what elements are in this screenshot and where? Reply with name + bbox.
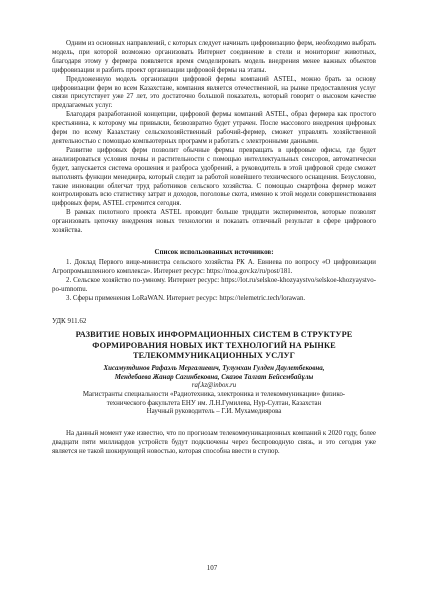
page-number: 107 — [206, 564, 218, 572]
reference-item: 3. Сферы применения LoRaWAN. Интернет ресурс: https://telemetric.tech/lorawan. — [66, 294, 306, 302]
author-line: Мендебаева Жанар Сагинбековна, Сказов Талгат Бейсембайұлы — [114, 373, 314, 382]
supervisor-line: Научный руководитель – Г.И. Мухамедиярова — [146, 408, 282, 416]
spacer — [52, 417, 376, 430]
references-heading: Список использованных источников: — [154, 247, 274, 256]
paragraph: Одним из основных направлений, с которых следует начинать цифровизацию ферм, необходимо выбрать модель, при которой возможно организовать Интернет соединение в стели и мониторинг животных, благодаря этому у фермера появляется время смоделировать модель внедрения менее важных объектов цифровизации и разбить проект организации цифровой фермы на этапы. — [52, 40, 376, 74]
intro-paragraph: На данный момент уже известно, что по прогнозам телекоммуникационных компаний к 2020 году, более двадцати пяти миллиардов устройств будут подключены через беспроводную связь, и это сегодня уже является не такой шокирующей новостью, которая способна ввести в ступор. — [52, 430, 376, 456]
reference-item: 2. Сельское хозяйство по-умному. Интернет ресурс: https://lot.ru/selskoe-khozyaystvo/selskoe-khozyaystvo-po-umnomu. — [52, 276, 376, 293]
author-line: Хисамутдинов Рафаэль Мергалиевич, Тулумхан Гулден Даулетбековна, — [103, 364, 325, 373]
paragraph: Предложенную модель организации цифровой фермы компаний ASTEL, можно брать за основу цифровизации ферм во всем Казахстане, компания является отечественной, на рынке предоставления услуг связи присутствует уже 27 лет, это достаточно большой показатель, который говорит о высоком качестве предлагаемых услуг. — [52, 75, 376, 110]
reference-item: 1. Доклад Первого вице-министра сельского хозяйства РК А. Евниева по вопросу «О цифровизации Агропромышленного комплекса». Интернет ресурс: https://moa.gov.kz/ru/post/181. — [52, 258, 376, 275]
body-text — [52, 40, 376, 236]
paragraph: Развитие цифровых ферм позволит обычные фермы превращать в цифровые офисы, где будет анализироваться условия почвы и растительности с помощью интеллектуальных сенсоров, автоматически будет, запускается система орошения и разброса удобрений, а руководитель в этой цифровой среде сможет выполнять функции менеджера, который следит за работой новейшего технического оснащения. Безусловно, такие инновации облегчат труд работников сельского хозяйства. С помощью смартфона фермер может контролировать всю статистику затрат и доходов, поголовье скота, именно к этой модели совершенствования цифровых ферм, ASTEL стремится сегодня. — [52, 146, 376, 208]
author-email: raf.kz@inbox.ru — [191, 382, 237, 390]
paragraph: Благодаря разработанной концепции, цифровой фермы компаний ASTEL, образ фермера как простого крестьянина, к которому мы привыкли, безвозвратно будет утрачен. После массового внедрения цифровых ферм по всему Казахстану сельскохозяйственный рабочий-фермер, сможет управлять хозяйственной деятельностью с помощью компьютерных программ и работать с электронными данными. — [52, 111, 376, 145]
udc-code: УДК 911.62 — [52, 317, 87, 326]
references-list — [52, 259, 376, 304]
affiliation-line: Магистранты специальности «Радиотехника, электроника и телекоммуникации» физико- — [82, 390, 346, 398]
article-title: РАЗВИТИЕ НОВЫХ ИНФОРМАЦИОННЫХ СИСТЕМ В СТРУКТУРЕ ФОРМИРОВАНИЯ НОВЫХ ИКТ ТЕХНОЛОГИЙ НА РЫНКЕ ТЕЛЕКОММУНИКАЦИОННЫХ УСЛУГ — [75, 330, 353, 360]
paragraph: В рамках пилотного проекта ASTEL проводит больше тридцати экспериментов, которые позволят организовать цепочку внедрения новых технологии и показать отличный результат в сфере цифрового хозяйства. — [52, 209, 376, 235]
affiliation-line: технического факультета ЕНУ им. Л.Н.Гумилева, Нур-Султан, Казахстан — [106, 399, 322, 407]
